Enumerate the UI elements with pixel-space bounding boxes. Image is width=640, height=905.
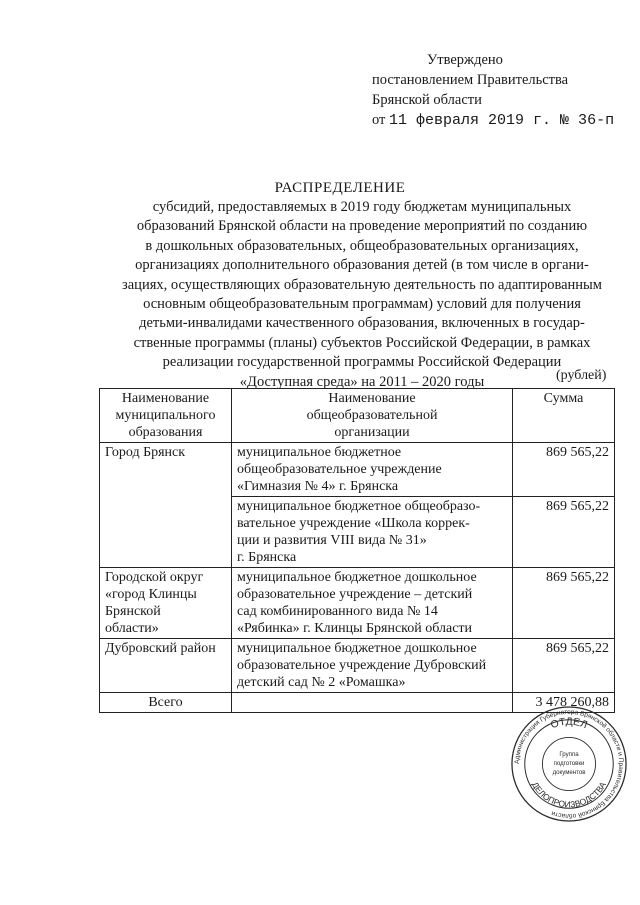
approval-title: Утверждено [427, 52, 503, 68]
svg-text:ОТДЕЛ [549, 717, 588, 732]
table-row [100, 443, 615, 497]
approval-date [372, 110, 632, 131]
header-municipality: Наименование муниципального образования [100, 389, 232, 443]
header-organization: Наименование общеобразовательной организации [232, 389, 513, 443]
table-row [100, 568, 615, 639]
stamp-center-line: Группа [559, 751, 579, 759]
table-row [100, 639, 615, 693]
cell-empty [232, 693, 513, 713]
approval-date-prefix: от [372, 112, 386, 128]
units-label: (рублей) [556, 368, 607, 383]
cell-organization: муниципальное бюджетное общеобразо- вательное учреждение «Школа коррек- ции и развития VIII вида № 31» г. Брянска [232, 497, 513, 568]
stamp-center-line: подготовки [553, 759, 585, 767]
subtitle-line: реализации государственной программы Российской Федерации [162, 354, 562, 371]
distribution-table [99, 388, 615, 713]
cell-organization: муниципальное бюджетное общеобразовательное учреждение «Гимназия № 4» г. Брянска [232, 443, 513, 497]
subtitle-line: организациях дополнительного образования детей (в том числе в органи- [135, 257, 589, 274]
subtitle-line: зациях, осуществляющих образовательную деятельность по адаптированным [122, 276, 602, 293]
header-sum: Сумма [513, 389, 615, 443]
approval-line: Брянской области [372, 92, 482, 108]
document-subtitle [108, 198, 616, 392]
approval-line: постановлением Правительства [372, 72, 569, 88]
cell-sum: 869 565,22 [513, 639, 615, 693]
document-title: РАСПРЕДЕЛЕНИЕ [274, 180, 406, 196]
subtitle-line: основным общеобразовательным программам) условий для получения [143, 296, 581, 313]
table-header-row [100, 389, 615, 443]
cell-organization: муниципальное бюджетное дошкольное образовательное учреждение Дубровский детский сад № 2 «Ромашка» [232, 639, 513, 693]
subtitle-line: «Доступная среда» на 2011 – 2020 годы [239, 373, 485, 390]
cell-municipality: Город Брянск [100, 443, 232, 568]
subtitle-line: ственные программы (планы) субъектов Российской Федерации, в рамках [133, 334, 591, 351]
cell-municipality: Городской округ «город Клинцы Брянской области» [100, 568, 232, 639]
total-sum: 3 478 260,88 [513, 693, 615, 713]
stamp-center-line: документов [552, 768, 586, 776]
cell-sum: 869 565,22 [513, 443, 615, 497]
approval-block [372, 50, 632, 131]
subtitle-line: детьми-инвалидами качественного образования, включенных в государ- [139, 315, 585, 332]
approval-date-value: 11 февраля 2019 г. № 36-п [389, 112, 615, 129]
subtitle-line: образований Брянской области на проведение мероприятий по созданию [136, 218, 588, 235]
cell-municipality: Дубровский район [100, 639, 232, 693]
stamp-department-sub: ДЕЛОПРОИЗВОДСТВА [530, 780, 608, 810]
stamp-department: ОТДЕЛ [549, 716, 589, 732]
subtitle-line: субсидий, предоставляемых в 2019 году бюджетам муниципальных [152, 199, 572, 215]
subtitle-line: в дошкольных образовательных, общеобразовательных организациях, [145, 237, 579, 254]
cell-organization: муниципальное бюджетное дошкольное образовательное учреждение – детский сад комбинированного вида № 14 «Рябинка» г. Клинцы Брянской области [232, 568, 513, 639]
cell-sum: 869 565,22 [513, 497, 615, 568]
stamp-ring-text: Администрация Губернатора Брянской области и Правительства Брянской области [513, 708, 625, 820]
department-stamp [510, 705, 628, 823]
cell-sum: 869 565,22 [513, 568, 615, 639]
total-label: Всего [100, 693, 232, 713]
